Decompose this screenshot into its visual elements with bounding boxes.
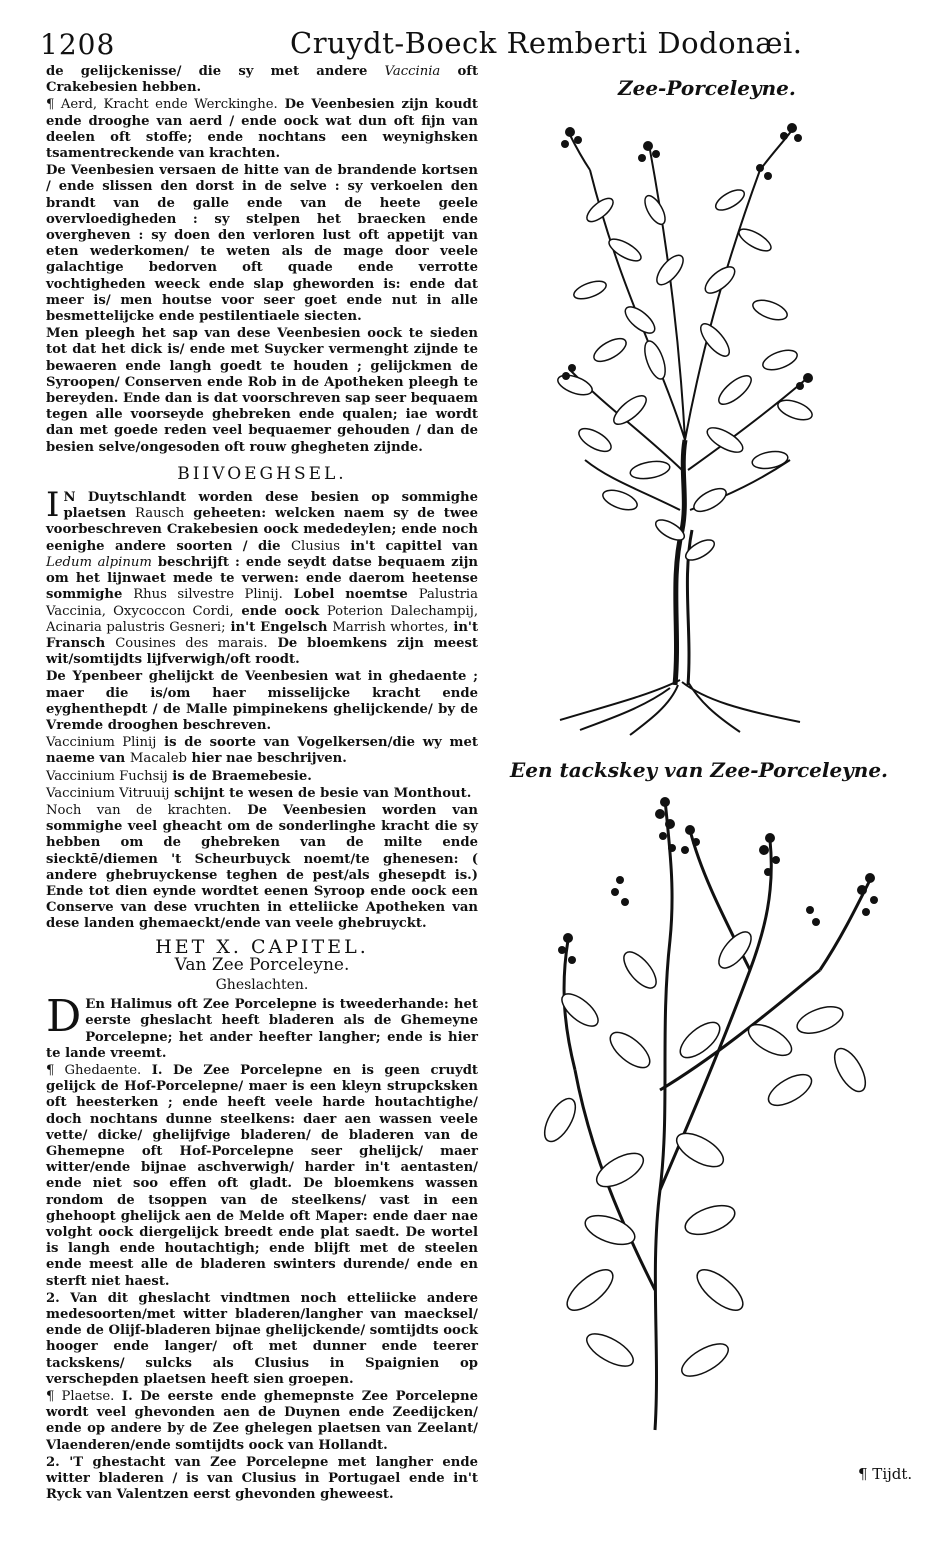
paragraph-plaetse: [46, 1389, 478, 1454]
paragraph: [46, 769, 478, 785]
sea-purslane-branch-woodcut: [520, 790, 900, 1440]
text-segment: beschrijft : ende seydt datse bequaem zijn om het lijnwaet mede te verwen: ende daerom heetense sommighe: [46, 554, 478, 603]
paragraph: 2. Van dit gheslacht vindtmen noch etteliicke andere medesoorten/met witter bladeren/langher van maecksel/ ende de Olijf-bladeren bijnae ghelijckende/ somtijdts oock hooger ende langer/ oft met dunner ende teerer tackskens/ sulcks als Clusius in Spaignien op verschepden plaetsen heeft sien groepen.: [46, 1290, 478, 1387]
text-segment: Palustria Vaccinia, Oxycoccon Cordi,: [46, 587, 479, 619]
text-segment: De bloemkens zijn meest wit/somtijdts lijfverwigh/oft roodt.: [46, 635, 479, 668]
text-segment: de gelijckenisse/ die sy met andere: [46, 64, 368, 79]
text-segment: Rausch: [135, 506, 185, 522]
figure-caption-2: Een tackskey van Zee-Porceleyne.: [510, 758, 889, 782]
text-segment: Noch van de krachten.: [46, 802, 232, 818]
chapter-section: Gheslachten.: [215, 976, 309, 993]
section-label: ¶ Plaetse.: [46, 1389, 115, 1405]
text-segment: De Veenbesien worden van sommighe veel gheacht om de sonderlinghe kracht die sy hebben om de ghebreken van de milte ende siecktē/diemen 't Scheurbuyck noemt/te ghenesen: ( andere ghebruyckense teghen de pest/als ghesepdt is.) Ende tot dien eynde wordtet eenen Syroop ende oock een Conserve van dese vruchten in etteliicke Apotheken van dese landen ghemaeckt/ende van veele ghebruyckt.: [46, 802, 479, 932]
paragraph: [46, 735, 478, 767]
paragraph: De Veenbesien versaen de hitte van de brandende kortsen / ende slissen den dorst in de selve : sy verkoelen den brandt van de galle ende van de heete geele overvloedigheden : sy stelpen het braecken ende overgheven : sy doen den verloren lust oft appetijt van eten wederkomen/ te weten als de mage door veele galachtige bedorven oft quade ende verrotte vochtigheden weeck ende slap gheworden is: ende dat meer is/ men houtse voor seer goet ende nut in alle besmettelijcke ende pestilentiaele siecten.: [46, 163, 478, 325]
sea-purslane-woodcut: [530, 110, 830, 740]
text-segment: ende oock: [241, 603, 320, 619]
text-segment: is de Braemebesie.: [172, 768, 312, 784]
running-title: Cruydt-Boeck Remberti Dodonæi.: [290, 26, 803, 60]
text-segment: schijnt te wesen de besie van Monthout.: [174, 785, 472, 801]
text-segment: Vaccinium Plinij: [46, 735, 157, 751]
text-segment: geheeten: welcken naem sy de twee voorbeschreven Crakebesien oock mededeylen; ende noch eenighe andere soorten / die: [46, 506, 479, 554]
paragraph-bijvoeghsel: [46, 485, 479, 668]
text-segment: Lobel noemtse: [293, 587, 408, 603]
text-segment: Macaleb: [129, 751, 187, 767]
drop-cap: I: [46, 485, 60, 526]
text-segment: Clusius: [290, 538, 341, 554]
drop-cap: D: [46, 991, 82, 1043]
text-segment: I. De Zee Porcelepne en is geen cruydt gelijck de Hof-Porcelepne/ maer is een kleyn strupcksken oft heesterken ; ende heeft veele harde houtachtighe/ doch nochtans dunne steelkens: daer aen wassen veele vette/ dicke/ ghelijfvige bladeren/ de bladeren van de Ghemepne oft Hof-Porcelepne seer ghelijck/ maer witter/ende bijnae aschverwigh/ harder in't aentasten/ ende niet soo effen oft gladt. De bloemkens wassen rondom de tsoppen van de steelkens/ vast in een ghehoopt ghelijck aen de Melde oft Maper: ende daer nae volght oock diergelijck breedt ende plat saedt. De wortel is langh ende houtachtigh; ende blijft met de steelen ende meest alle de bladeren swinters durende/ ende en sterft niet haest.: [46, 1062, 479, 1289]
text-segment: De Veenbesien zijn koudt ende drooghe van aerd / ende oock wat dun oft fijn van deelen oft stoffe; ende nochtans een weynighsken tsamentreckende van krachten.: [46, 97, 478, 162]
chapter-title: HET X. CAPITEL.: [155, 935, 369, 958]
text-segment: Vaccinium Fuchsij: [46, 768, 168, 784]
text-segment: oft Crakebesien hebben.: [46, 64, 479, 96]
section-title: BIIVOEGHSEL.: [177, 463, 347, 484]
text-segment: is de soorte van Vogelkersen/die wy met naeme van: [46, 735, 478, 767]
paragraph: Men pleegh het sap van dese Veenbesien oock te sieden tot dat het dick is/ ende met Suycker vermenght zijnde te bewaeren ende langh goedt te houden ; gelijckmen de Syroopen/ Conserven ende Rob in de Apotheken pleegh te bereyden. Ende dan is dat voorschreven sap seer bequaem tegen alle voorseyde ghebreken ende qualen; iae wordt dan met goede reden veel bequaemer gehouden / dan de besien selve/ongesoden oft rouw ghegheten zijnde.: [46, 326, 478, 455]
text-segment: Vaccinium Vitruuij: [46, 785, 170, 801]
text-segment: Ledum alpinum: [46, 554, 152, 570]
text-segment: Poterion Dalechampij, Acinaria palustris Gesneri;: [46, 603, 479, 635]
paragraph: [46, 803, 478, 933]
section-label: ¶ Ghedaente.: [46, 1062, 142, 1078]
paragraph-chapter-intro: [46, 991, 478, 1062]
text-segment: Marrish whortes,: [332, 619, 449, 635]
chapter-subtitle: Van Zee Porceleyne.: [174, 954, 350, 975]
paragraph: [46, 786, 478, 802]
paragraph: 2. 'T ghestacht van Zee Porcelepne met langher ende witter bladeren / is van Clusius in Portugael ende in't Ryck van Valentzen eerst ghevonden gheweest.: [46, 1454, 478, 1503]
paragraph-continuation: [46, 64, 478, 96]
page-number: 1208: [40, 28, 116, 61]
catchword: ¶ Tijdt.: [858, 1465, 913, 1483]
text-segment: Cousines des marais.: [115, 635, 268, 651]
text-segment: Rhus silvestre Plinij.: [133, 587, 283, 603]
text-segment: N Duytschlandt worden dese besien op sommighe plaetsen: [63, 490, 478, 522]
text-segment: in't capittel van: [350, 538, 479, 554]
text-segment: I. De eerste ende ghemepnste Zee Porcelepne wordt veel ghevonden aen de Duynen ende Zeedijcken/ ende op andere by de Zee ghelegen plaetsen van Zeelant/ Vlaenderen/ende somtijdts oock van Hollandt.: [46, 1389, 478, 1453]
text-segment: in't Fransch: [46, 619, 479, 651]
text-segment: Vaccinia: [384, 64, 441, 79]
section-label: ¶ Aerd, Kracht ende Werckinghe.: [46, 97, 278, 113]
paragraph-ghedaente: [46, 1063, 478, 1290]
text-segment: in't Engelsch: [230, 619, 328, 635]
text-segment: En Halimus oft Zee Porcelepne is tweederhande: het eerste gheslacht heeft bladeren als de Ghemeyne Porcelepne; het ander heefter langher; ende is hier te lande vreemt.: [46, 997, 478, 1061]
text-column: [46, 64, 478, 1504]
figure-caption-1: Zee-Porceleyne.: [618, 76, 796, 100]
paragraph: De Ypenbeer ghelijckt de Veenbesien wat in ghedaente ; maer die is/om haer misselijcke kracht ende eyghenthepdt / de Malle pimpinekens ghelijckende/ by de Vremde drooghen beschreven.: [46, 669, 478, 733]
text-segment: hier nae beschrijven.: [191, 751, 347, 767]
paragraph-aerd: [46, 97, 478, 162]
